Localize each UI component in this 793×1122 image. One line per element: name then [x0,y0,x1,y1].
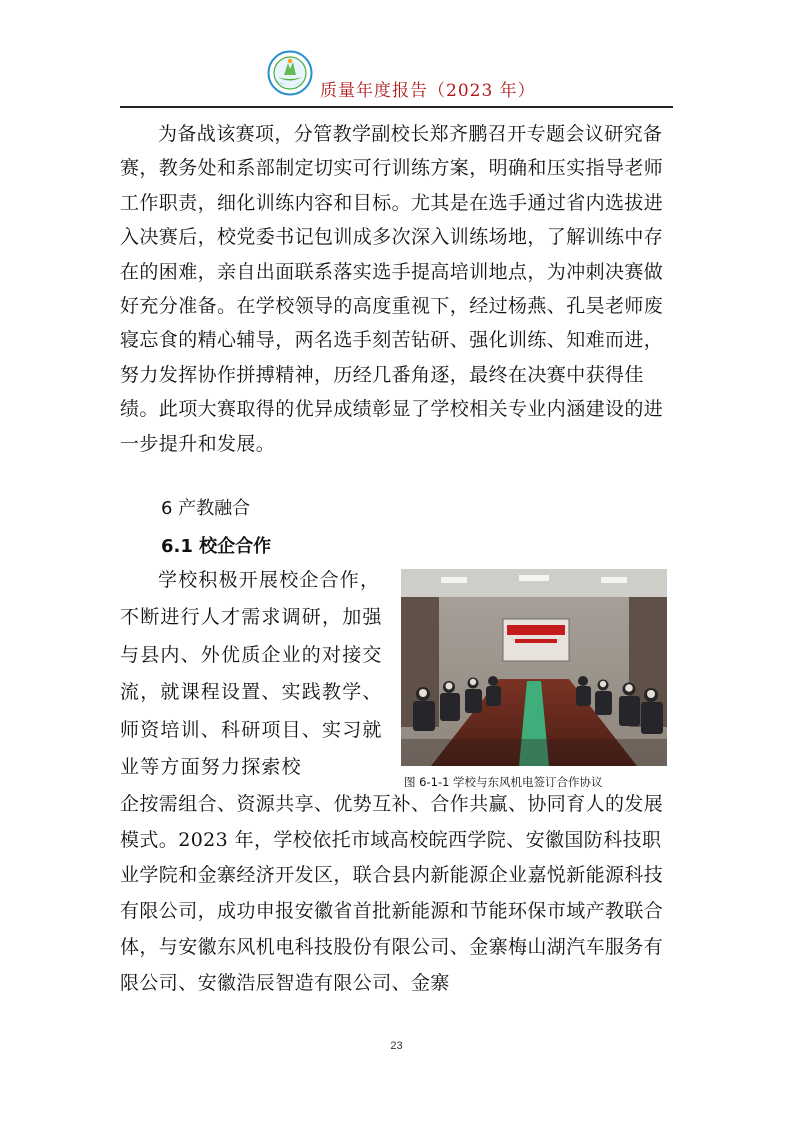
body-paragraph-continued: 企按需组合、资源共享、优势互补、合作共赢、协同育人的发展模式。2023 年，学校依托市域高校皖西学院、安徽国防科技职业学院和金寨经济开发区，联合县内新能源企业嘉悦新能源科技有限公司，成功申报安徽省首批新能源和节能环保市域产教联合体，与安徽东风机电科技股份有限公司、金寨梅山湖汽车服务有限公司、安徽浩辰智造有限公司、金寨 [120,793,664,994]
body-paragraph-wrapped: 学校积极开展校企合作，不断进行人才需求调研，加强与县内、外优质企业的对接交流，就课程设置、实践教学、师资培训、科研项目、实习就业等方面努力探索校 [120,569,383,779]
banner-text [507,625,565,635]
cooperation-signing-photo [401,569,667,766]
page-number: 23 [390,1040,403,1052]
report-title: 质量年度报告（2023 年） [320,81,536,101]
subsection-heading: 6.1 校企合作 [161,536,272,557]
section-heading: 6 产教融合 [161,498,251,519]
page-header [0,0,793,112]
figure-caption: 图 6-1-1 学校与东风机电签订合作协议 [404,775,603,789]
school-logo [267,50,313,96]
body-paragraph: 为备战该赛项，分管教学副校长郑齐鹏召开专题会议研究备赛，教务处和系部制定切实可行训练方案，明确和压实指导老师工作职责，细化训练内容和目标。尤其是在选手通过省内选拔进入决赛后，校党委书记包训成多次深入训练场地，了解训练中存在的困难，亲自出面联系落实选手提高培训地点，为冲刺决赛做好充分准备。在学校领导的高度重视下，经过杨燕、孔昊老师废寝忘食的精心辅导，两名选手刻苦钻研、强化训练、知难而进，努力发挥协作拼搏精神，历经几番角逐，最终在决赛中获得佳绩。此项大赛取得的优异成绩彰显了学校相关专业内涵建设的进一步提升和发展。 [120,123,664,455]
header-divider [120,106,673,108]
